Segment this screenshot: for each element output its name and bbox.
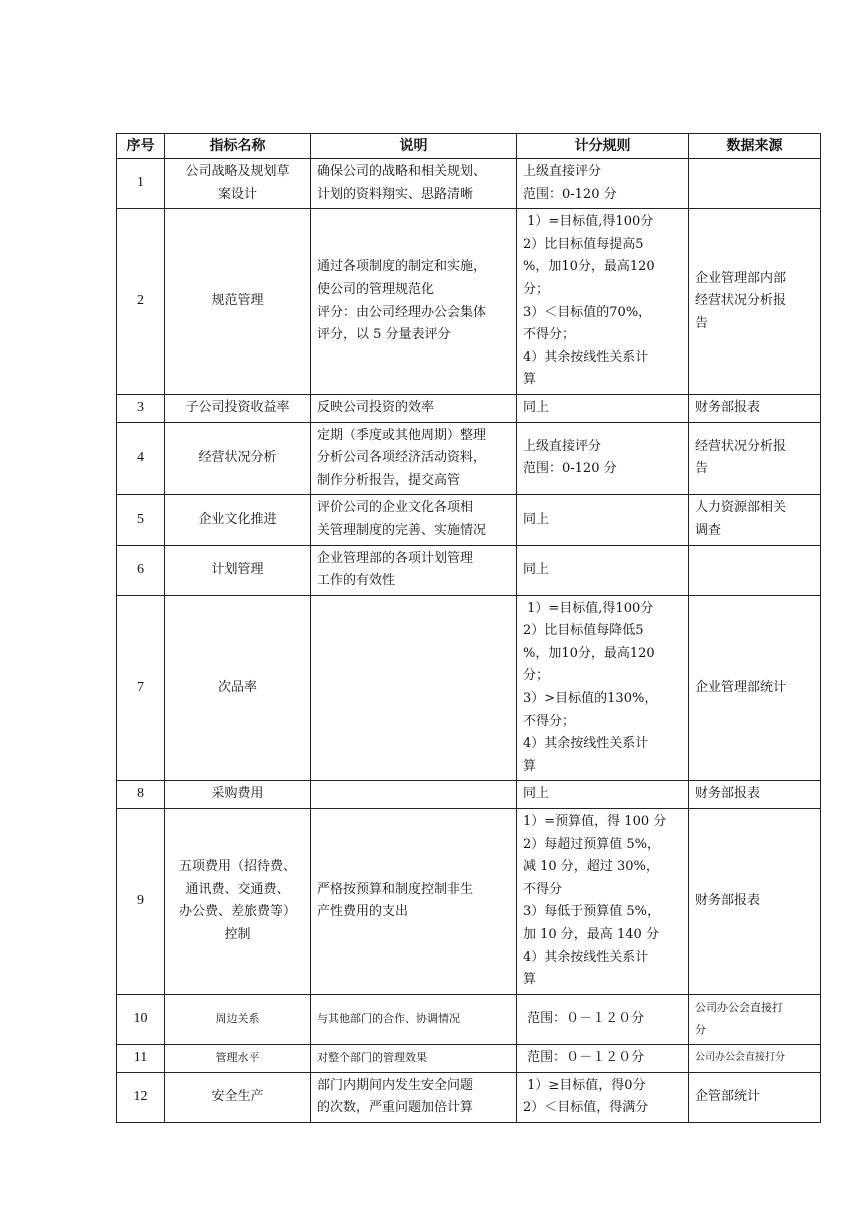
table-row bbox=[117, 495, 821, 545]
cell-scoring-rule bbox=[517, 545, 689, 595]
cell-data-source-line: 企管部统计 bbox=[695, 1088, 761, 1104]
table-row bbox=[117, 994, 821, 1044]
table-row bbox=[117, 809, 821, 995]
cell-description-line: 使公司的管理规范化 bbox=[317, 281, 435, 297]
cell-data-source-line: 告 bbox=[695, 315, 709, 331]
cell-scoring-rule-line: 上级直接评分 bbox=[523, 438, 602, 454]
cell-indicator-name-line: 规范管理 bbox=[211, 293, 264, 309]
header-scoring-rule: 计分规则 bbox=[517, 134, 689, 159]
cell-scoring-rule bbox=[517, 994, 689, 1044]
cell-indicator-name bbox=[165, 781, 311, 809]
cell-scoring-rule-line: 不得分； bbox=[523, 713, 576, 729]
table-row bbox=[117, 595, 821, 781]
cell-scoring-rule-line: 4）其余按线性关系计 bbox=[523, 349, 649, 365]
cell-no: 10 bbox=[117, 994, 165, 1044]
cell-description bbox=[311, 781, 517, 809]
cell-description-line: 评分：由公司经理办公会集体 bbox=[317, 304, 487, 320]
cell-description-line: 计划的资料翔实、思路清晰 bbox=[317, 186, 474, 202]
cell-scoring-rule bbox=[517, 1072, 689, 1122]
cell-data-source bbox=[689, 495, 821, 545]
table-header-row bbox=[117, 134, 821, 159]
header-no: 序号 bbox=[117, 134, 165, 159]
cell-scoring-rule-line: 加 10 分，最高 140 分 bbox=[523, 927, 659, 942]
table-row bbox=[117, 781, 821, 809]
cell-scoring-rule-line: 同上 bbox=[523, 786, 550, 802]
cell-indicator-name-line: 安全生产 bbox=[211, 1088, 264, 1104]
cell-scoring-rule-line: 分； bbox=[523, 281, 550, 297]
cell-scoring-rule-line: 2）＜目标值，得满分 bbox=[523, 1100, 649, 1116]
table-row bbox=[117, 1044, 821, 1072]
cell-scoring-rule-line: 不得分 bbox=[523, 881, 563, 897]
cell-description-line: 通过各项制度的制定和实施， bbox=[317, 259, 487, 275]
cell-no: 8 bbox=[117, 781, 165, 809]
cell-scoring-rule-line: 1）=预算值，得 100 分 bbox=[523, 814, 667, 830]
cell-data-source bbox=[689, 1072, 821, 1122]
cell-scoring-rule-line: 不得分； bbox=[523, 327, 576, 343]
cell-scoring-rule-line: 3）>目标值的130%， bbox=[523, 691, 658, 707]
cell-no: 2 bbox=[117, 209, 165, 395]
cell-scoring-rule-line: 3）每低于预算值 5%， bbox=[523, 904, 661, 920]
table-row bbox=[117, 159, 821, 209]
cell-scoring-rule bbox=[517, 809, 689, 995]
cell-indicator-name bbox=[165, 394, 311, 422]
cell-indicator-name bbox=[165, 495, 311, 545]
cell-data-source bbox=[689, 159, 821, 209]
cell-indicator-name-line: 通讯费、交通费、 bbox=[185, 881, 290, 897]
cell-scoring-rule-line: 3）＜目标值的70%， bbox=[523, 304, 652, 320]
cell-description-line: 关管理制度的完善、实施情况 bbox=[317, 522, 487, 538]
cell-indicator-name-line: 计划管理 bbox=[211, 561, 264, 577]
kpi-table bbox=[116, 133, 821, 1123]
cell-indicator-name-line: 经营状况分析 bbox=[198, 450, 277, 466]
cell-data-source-line: 经营状况分析报 bbox=[695, 293, 787, 309]
cell-indicator-name bbox=[165, 809, 311, 995]
cell-indicator-name bbox=[165, 545, 311, 595]
cell-description-line: 严格按预算和制度控制非生 bbox=[317, 881, 474, 897]
cell-scoring-rule bbox=[517, 781, 689, 809]
cell-scoring-rule-line: 4）其余按线性关系计 bbox=[523, 736, 649, 752]
cell-scoring-rule bbox=[517, 394, 689, 422]
header-description: 说明 bbox=[311, 134, 517, 159]
cell-scoring-rule bbox=[517, 422, 689, 495]
cell-description bbox=[311, 545, 517, 595]
cell-description bbox=[311, 495, 517, 545]
cell-indicator-name-line: 五项费用（招待费、 bbox=[178, 859, 296, 875]
cell-scoring-rule bbox=[517, 159, 689, 209]
cell-indicator-name bbox=[165, 595, 311, 781]
cell-description-line: 与其他部门的合作、协调情况 bbox=[317, 1012, 460, 1026]
cell-no: 11 bbox=[117, 1044, 165, 1072]
cell-indicator-name-line: 公司战略及规划草 bbox=[185, 164, 290, 179]
cell-indicator-name-line: 子公司投资收益率 bbox=[185, 399, 290, 415]
cell-no: 1 bbox=[117, 159, 165, 209]
cell-scoring-rule-line: 2）比目标值每降低5 bbox=[523, 623, 644, 639]
cell-indicator-name bbox=[165, 1072, 311, 1122]
table-row bbox=[117, 1072, 821, 1122]
cell-no: 9 bbox=[117, 809, 165, 995]
cell-data-source-line: 财务部报表 bbox=[695, 786, 761, 802]
cell-description-line: 定期（季度或其他周期）整理 bbox=[317, 427, 487, 443]
cell-scoring-rule-line: 2）每超过预算值 5%， bbox=[523, 836, 661, 852]
cell-indicator-name-line: 采购费用 bbox=[211, 786, 264, 802]
cell-data-source bbox=[689, 809, 821, 995]
cell-description-line: 评分，以 5 分量表评分 bbox=[317, 327, 451, 343]
cell-description-line: 企业管理部的各项计划管理 bbox=[317, 550, 474, 566]
cell-data-source-line: 企业管理部统计 bbox=[695, 679, 787, 695]
cell-scoring-rule-line: 分； bbox=[523, 668, 550, 684]
header-indicator-name: 指标名称 bbox=[165, 134, 311, 159]
cell-no: 6 bbox=[117, 545, 165, 595]
header-data-source: 数据来源 bbox=[689, 134, 821, 159]
cell-description bbox=[311, 1072, 517, 1122]
cell-scoring-rule-line: 同上 bbox=[523, 561, 550, 577]
cell-data-source bbox=[689, 994, 821, 1044]
cell-data-source-line: 财务部报表 bbox=[695, 399, 761, 415]
cell-indicator-name bbox=[165, 994, 311, 1044]
cell-indicator-name-line: 办公费、差旅费等） bbox=[178, 904, 296, 920]
cell-description bbox=[311, 159, 517, 209]
table-row bbox=[117, 209, 821, 395]
cell-data-source-line: 公司办公会直接打分 bbox=[695, 1051, 785, 1063]
table-row bbox=[117, 394, 821, 422]
cell-description bbox=[311, 595, 517, 781]
cell-scoring-rule-line: 1）=目标值,得100分 bbox=[523, 214, 654, 230]
cell-description bbox=[311, 209, 517, 395]
cell-description-line: 工作的有效性 bbox=[317, 573, 396, 589]
cell-description-line: 部门内期间内发生安全问题 bbox=[317, 1077, 474, 1093]
cell-data-source bbox=[689, 1044, 821, 1072]
cell-no: 12 bbox=[117, 1072, 165, 1122]
cell-scoring-rule bbox=[517, 209, 689, 395]
cell-description-line: 的次数，严重问题加倍计算 bbox=[317, 1100, 474, 1116]
cell-description-line: 对整个部门的管理效果 bbox=[317, 1050, 427, 1064]
cell-data-source-line: 财务部报表 bbox=[695, 893, 761, 909]
cell-data-source-line: 调查 bbox=[695, 522, 722, 538]
cell-description-line: 产性费用的支出 bbox=[317, 904, 409, 920]
cell-data-source bbox=[689, 422, 821, 495]
cell-indicator-name-line: 案设计 bbox=[217, 186, 257, 202]
cell-no: 5 bbox=[117, 495, 165, 545]
cell-scoring-rule-line: 1）=目标值,得100分 bbox=[523, 600, 654, 616]
cell-scoring-rule-line: 同上 bbox=[523, 399, 550, 415]
cell-indicator-name-line: 控制 bbox=[224, 927, 251, 942]
cell-scoring-rule-line: 范围：０－１２０分 bbox=[523, 1049, 645, 1065]
cell-description-line: 制作分析报告，提交高管 bbox=[317, 472, 461, 488]
cell-data-source bbox=[689, 394, 821, 422]
cell-description bbox=[311, 1044, 517, 1072]
cell-data-source bbox=[689, 781, 821, 809]
cell-description bbox=[311, 422, 517, 495]
cell-scoring-rule-line: %，加10分，最高120 bbox=[523, 259, 655, 275]
cell-data-source-line: 经营状况分析报 bbox=[695, 438, 787, 454]
cell-indicator-name-line: 次品率 bbox=[217, 679, 257, 695]
cell-description bbox=[311, 394, 517, 422]
cell-no: 3 bbox=[117, 394, 165, 422]
cell-indicator-name bbox=[165, 1044, 311, 1072]
cell-data-source-line: 分 bbox=[695, 1023, 706, 1037]
cell-data-source-line: 告 bbox=[695, 461, 709, 477]
cell-scoring-rule bbox=[517, 1044, 689, 1072]
cell-scoring-rule bbox=[517, 595, 689, 781]
cell-scoring-rule-line: 同上 bbox=[523, 511, 550, 527]
cell-indicator-name bbox=[165, 159, 311, 209]
cell-data-source-line: 企业管理部内部 bbox=[695, 270, 787, 286]
table-row bbox=[117, 422, 821, 495]
cell-scoring-rule-line: %，加10分，最高120 bbox=[523, 645, 655, 661]
cell-indicator-name bbox=[165, 422, 311, 495]
cell-description-line: 确保公司的战略和相关规划、 bbox=[317, 164, 487, 179]
cell-description-line: 反映公司投资的效率 bbox=[317, 399, 435, 415]
cell-scoring-rule-line: 算 bbox=[523, 758, 537, 774]
cell-scoring-rule-line: 范围：０－１２０分 bbox=[523, 1011, 645, 1027]
table-body bbox=[117, 159, 821, 1123]
cell-scoring-rule-line: 上级直接评分 bbox=[523, 164, 602, 179]
cell-data-source-line: 公司办公会直接打 bbox=[695, 1000, 783, 1014]
cell-scoring-rule-line: 2）比目标值每提高5 bbox=[523, 236, 644, 252]
table-row bbox=[117, 545, 821, 595]
cell-data-source-line: 人力资源部相关 bbox=[695, 500, 787, 516]
cell-scoring-rule-line: 1）≥目标值，得0分 bbox=[523, 1077, 646, 1093]
cell-no: 4 bbox=[117, 422, 165, 495]
cell-indicator-name-line: 管理水平 bbox=[215, 1050, 260, 1064]
cell-description-line: 分析公司各项经济活动资料， bbox=[317, 450, 487, 466]
cell-scoring-rule-line: 算 bbox=[523, 372, 537, 388]
cell-scoring-rule-line: 范围：0-120 分 bbox=[523, 186, 617, 202]
cell-description bbox=[311, 994, 517, 1044]
cell-data-source bbox=[689, 595, 821, 781]
cell-scoring-rule-line: 范围：0-120 分 bbox=[523, 461, 617, 477]
cell-scoring-rule-line: 减 10 分，超过 30%， bbox=[523, 859, 659, 875]
cell-scoring-rule-line: 算 bbox=[523, 972, 537, 988]
cell-description-line: 评价公司的企业文化各项相 bbox=[317, 500, 474, 516]
cell-data-source bbox=[689, 545, 821, 595]
cell-description bbox=[311, 809, 517, 995]
cell-scoring-rule-line: 4）其余按线性关系计 bbox=[523, 949, 649, 965]
cell-indicator-name bbox=[165, 209, 311, 395]
cell-indicator-name-line: 周边关系 bbox=[215, 1012, 260, 1026]
cell-indicator-name-line: 企业文化推进 bbox=[198, 511, 277, 527]
cell-scoring-rule bbox=[517, 495, 689, 545]
cell-no: 7 bbox=[117, 595, 165, 781]
cell-data-source bbox=[689, 209, 821, 395]
